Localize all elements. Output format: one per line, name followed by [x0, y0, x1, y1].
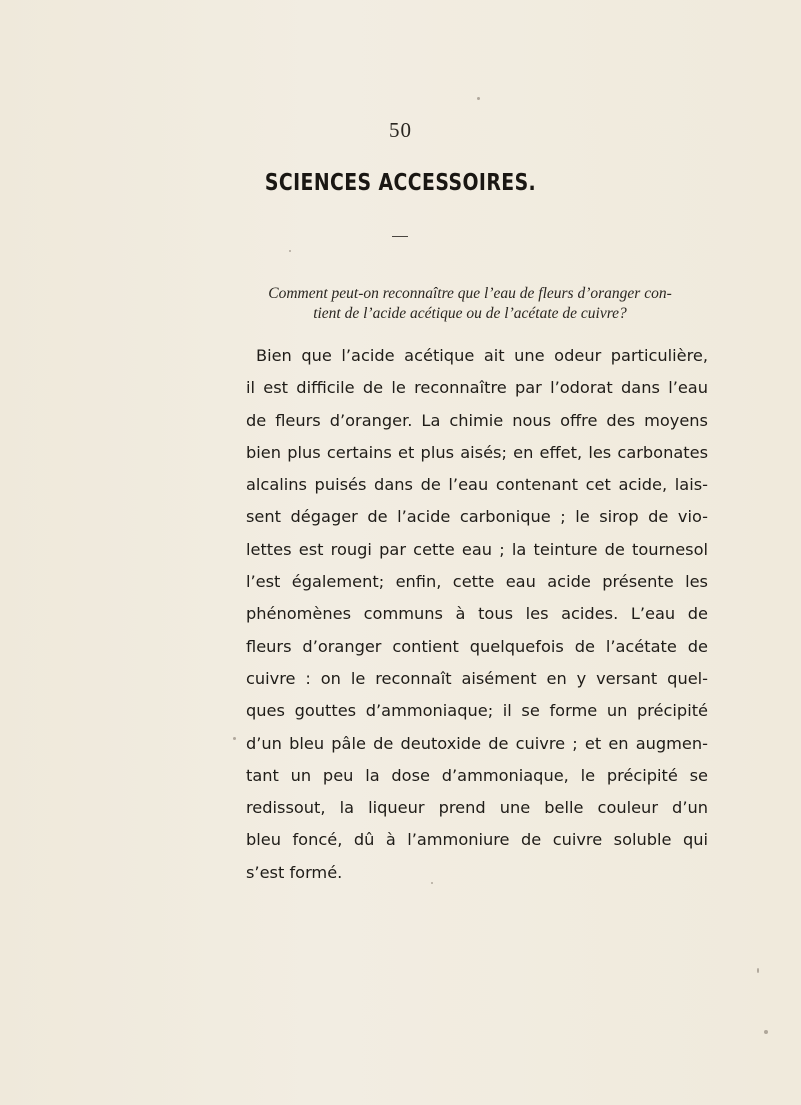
title-rule: [392, 236, 408, 237]
paper-speck: [477, 97, 480, 100]
question-line: tient de l’acide acétique ou de l’acétate de cuivre?: [313, 305, 627, 322]
body-line: cuivre : on le reconnaît aisément en y versant quel-: [246, 668, 708, 688]
paper-speck: [289, 250, 291, 252]
body-line: tant un peu la dose d’ammoniaque, le précipité se: [246, 765, 708, 785]
paper-speck: [757, 968, 759, 973]
body-line: phénomènes communs à tous les acides. L’eau de: [246, 604, 708, 624]
paper-speck: [764, 1030, 768, 1034]
question-heading: [240, 284, 700, 324]
body-line: Bien que l’acide acétique ait une odeur particulière,: [256, 346, 708, 365]
body-line: fleurs d’oranger contient quelquefois de l’acétate de: [246, 636, 708, 656]
body-paragraph: [246, 340, 708, 889]
body-line: l’est également; enfin, cette eau acide présente les: [246, 572, 708, 592]
body-line: bien plus certains et plus aisés; en effet, les carbonates: [246, 442, 708, 462]
paper-speck: [431, 882, 433, 884]
body-line: lettes est rougi par cette eau ; la teinture de tournesol: [246, 539, 708, 559]
page-number: 50: [389, 118, 412, 142]
body-line: redissout, la liqueur prend une belle couleur d’un: [246, 798, 708, 818]
body-line: alcalins puisés dans de l’eau contenant cet acide, lais-: [246, 475, 708, 495]
body-line: s’est formé.: [246, 862, 343, 882]
question-line: Comment peut-on reconnaître que l’eau de fleurs d’oranger con-: [268, 285, 672, 302]
paper-speck: [233, 737, 236, 740]
body-line: ques gouttes d’ammoniaque; il se forme un précipité: [246, 701, 708, 721]
body-line: sent dégager de l’acide carbonique ; le sirop de vio-: [246, 507, 708, 527]
body-line: il est difficile de le reconnaître par l’odorat dans l’eau: [246, 378, 708, 398]
section-title: SCIENCES ACCESSOIRES.: [264, 170, 537, 196]
body-line: de fleurs d’oranger. La chimie nous offre des moyens: [246, 410, 708, 430]
body-line: bleu foncé, dû à l’ammoniure de cuivre soluble qui: [246, 830, 708, 850]
body-line: d’un bleu pâle de deutoxide de cuivre ; et en augmen-: [246, 733, 708, 753]
